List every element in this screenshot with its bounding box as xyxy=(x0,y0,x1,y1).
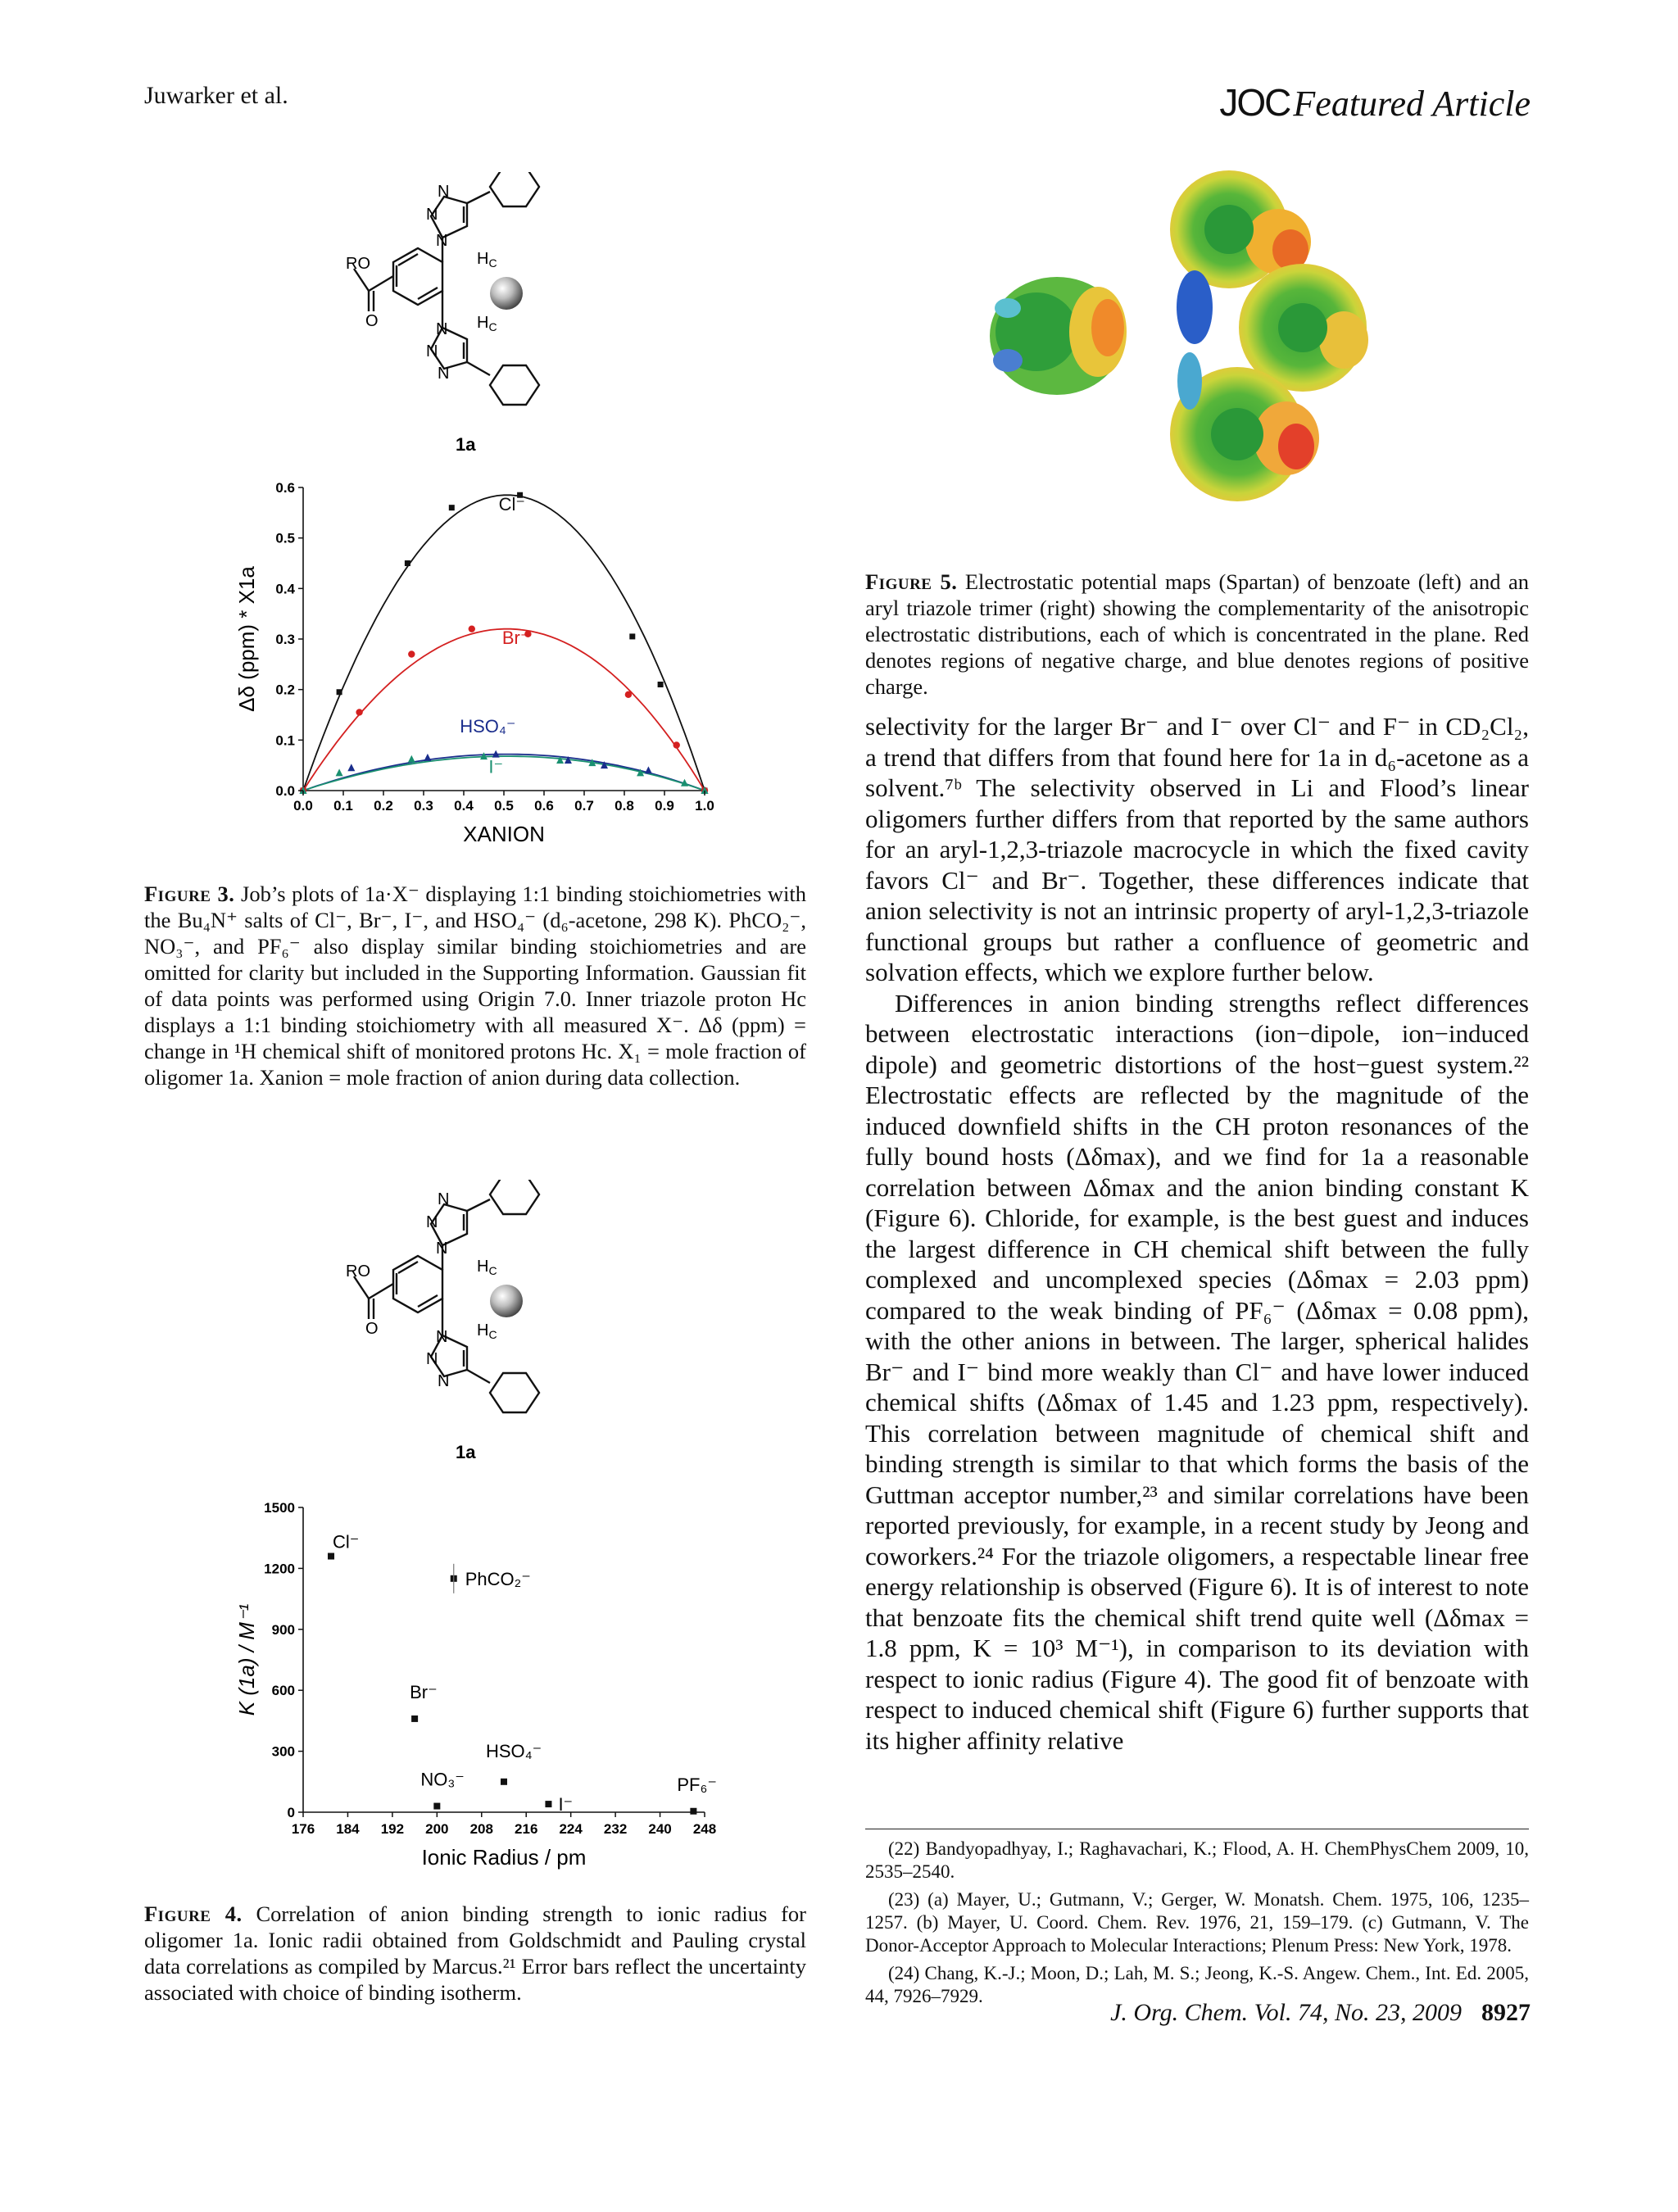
body-text xyxy=(865,711,1529,1756)
series-label: I⁻ xyxy=(488,756,504,777)
n-atom: N xyxy=(426,206,438,224)
data-point xyxy=(480,752,488,759)
x-tick-label: 0.9 xyxy=(655,798,674,814)
data-point xyxy=(405,560,410,566)
x-tick-label: 0.3 xyxy=(414,798,433,814)
footer-citation: J. Org. Chem. Vol. 74, No. 23, 2009 xyxy=(1110,1999,1462,2026)
y-tick-label: 0.6 xyxy=(275,480,295,496)
data-point xyxy=(337,689,342,695)
figure-4-caption-text: Correlation of anion binding strength to ionic radius for oligomer 1a. Ionic radii obtained from Goldschmidt and Pauling crystal data correlations as compiled by Marcus.²¹ Error bars reflect the uncertainty associated with choice of binding isotherm. xyxy=(144,1902,806,2005)
data-point xyxy=(673,741,680,748)
data-point xyxy=(501,1779,507,1785)
reference-23: (23) (a) Mayer, U.; Gutmann, V.; Gerger, W. Monatsh. Chem. 1975, 106, 1235–1257. (b) Mayer, U. Coord. Chem. Rev. 1976, 21, 159–179. (c) Gutmann, V. The Donor-Acceptor Approach to Molecular Interactions; Plenum Press: New York, 1978. xyxy=(865,1889,1529,1956)
o-atom: O xyxy=(365,1320,379,1338)
hc-label: $H_C$ xyxy=(477,314,497,333)
fit-curve-1 xyxy=(303,629,705,791)
page-number: 8927 xyxy=(1481,1999,1531,2026)
data-point xyxy=(690,1808,696,1815)
point-label: PF₆⁻ xyxy=(677,1774,717,1795)
n-atom: N xyxy=(426,1213,438,1231)
point-label: I⁻ xyxy=(558,1794,574,1815)
figure-5-caption-text: Electrostatic potential maps (Spartan) of benzoate (left) and an aryl triazole trimer (right) showing the complementarity of the anisotropic electrostatic distributions, each of which is concentrated in the plane. Red denotes regions of negative charge, and blue denotes regions of positive charge. xyxy=(865,569,1529,699)
n-atom: N xyxy=(438,1372,450,1390)
n-atom: N xyxy=(438,183,450,201)
body-paragraph: Differences in anion binding strengths reflect differences between electrostatic interactions (ion−dipole, ion−induced dipole) and geometric distortions of the host−guest system.²² Electrostatic effects are reflected by the magnitude of the induced downfield shifts in the CH proton resonances of the fully bound hosts (Δδmax), and we find for 1a a reasonable correlation between Δδmax and the anion binding constant K (Figure 6). Chloride, for example, is the best guest and induces the largest difference in CH chemical shift between the fully complexed and uncomplexed species (Δδmax = 2.03 ppm) compared to the weak binding of PF₆⁻ (Δδmax = 0.08 ppm), with the other anions in between. The larger, spherical halides Br⁻ and I⁻ bind more weakly than Cl⁻ and have lower induced chemical shifts (Δδmax of 1.45 and 1.23 ppm, respectively). This correlation between magnitude of chemical shift and binding strength is similar to that which forms the basis of the Guttman acceptor number,²³ and similar correlations have been reported previously, for example, in a recent study by Jeong and coworkers.²⁴ For the triazole oligomers, a respectable linear free energy relationship is observed (Figure 6). It is of interest to note that benzoate fits the chemical shift trend quite well (Δδmax = 1.8 ppm, K = 10³ M⁻¹), in comparison to its deviation with respect to ionic radius (Figure 4). The good fit of benzoate with respect to induced chemical shift (Figure 6) further supports that its higher affinity relative xyxy=(865,988,1529,1755)
x-tick-label: 0.1 xyxy=(333,798,353,814)
data-point xyxy=(629,633,635,639)
section-label: Featured Article xyxy=(1293,84,1531,124)
compound-label: 1a xyxy=(456,1442,476,1462)
hc-label: $H_C$ xyxy=(477,1258,497,1277)
x-tick-label: 0.0 xyxy=(293,798,313,814)
x-tick-label: 0.8 xyxy=(615,798,634,814)
molecule-1a-top xyxy=(303,172,598,463)
n-atom: N xyxy=(438,365,450,383)
figure-4-caption-label: Figure 4. xyxy=(144,1902,243,1926)
x-tick-label: 240 xyxy=(648,1821,672,1837)
x-tick-label: 0.6 xyxy=(534,798,554,814)
y-tick-label: 900 xyxy=(271,1621,295,1638)
figure-5-caption-label: Figure 5. xyxy=(865,569,958,594)
x-tick-label: 192 xyxy=(380,1821,405,1837)
y-tick-label: 1200 xyxy=(264,1561,295,1577)
data-point xyxy=(356,709,362,715)
x-tick-label: 224 xyxy=(559,1821,583,1837)
figure-3-chart xyxy=(221,471,729,868)
x-tick-label: 1.0 xyxy=(695,798,714,814)
hc-label: $H_C$ xyxy=(477,250,497,270)
ro-atom: RO xyxy=(346,255,370,273)
running-header-authors: Juwarker et al. xyxy=(144,82,288,109)
anion-sphere xyxy=(490,1285,523,1317)
y-tick-label: 300 xyxy=(271,1743,295,1760)
running-header-journal xyxy=(1219,80,1531,125)
data-point xyxy=(408,755,415,763)
data-point xyxy=(645,766,652,773)
data-point xyxy=(328,1553,334,1560)
figure-3-caption-label: Figure 3. xyxy=(144,882,235,906)
data-point xyxy=(424,754,431,761)
x-tick-label: 0.7 xyxy=(574,798,594,814)
y-tick-label: 0 xyxy=(287,1805,295,1820)
data-point xyxy=(408,650,415,657)
y-tick-label: 0.1 xyxy=(275,732,295,749)
point-label: NO₃⁻ xyxy=(420,1769,465,1790)
data-point xyxy=(658,682,664,687)
y-axis-label: K (1a) / M⁻¹ xyxy=(234,1603,259,1716)
point-label: Br⁻ xyxy=(410,1681,438,1702)
n-atom: N xyxy=(426,1350,438,1368)
benzoate-esp-map xyxy=(990,277,1127,395)
figure-5-esp-maps xyxy=(975,164,1434,545)
o-atom: O xyxy=(365,312,379,330)
x-axis-label: Ionic Radius / pm xyxy=(421,1845,587,1870)
x-tick-label: 0.5 xyxy=(494,798,514,814)
reference-22: (22) Bandyopadhyay, I.; Raghavachari, K.; Flood, A. H. ChemPhysChem 2009, 10, 2535–2540. xyxy=(865,1838,1529,1882)
point-label: HSO₄⁻ xyxy=(486,1740,542,1761)
molecule-1a-bottom xyxy=(303,1180,598,1471)
series-label: Br⁻ xyxy=(501,628,530,649)
n-atom: N xyxy=(426,342,438,360)
anion-sphere xyxy=(490,277,523,310)
triazole-trimer-esp-map xyxy=(1170,170,1368,501)
fit-curve-3 xyxy=(303,756,705,791)
y-tick-label: 1500 xyxy=(264,1500,295,1516)
hc-label: $H_C$ xyxy=(477,1321,497,1341)
y-axis-label: Δδ (ppm) * X1a xyxy=(234,566,259,712)
data-point xyxy=(469,625,475,632)
y-tick-label: 0.2 xyxy=(275,682,295,698)
data-point xyxy=(411,1716,418,1722)
x-tick-label: 0.2 xyxy=(374,798,393,814)
figure-4-caption xyxy=(144,1901,806,2006)
point-label: Cl⁻ xyxy=(333,1531,360,1552)
body-paragraph: selectivity for the larger Br⁻ and I⁻ over Cl⁻ and F⁻ in CD₂Cl₂, a trend that differs from that found here for 1a in d₆-acetone as a solvent.⁷ᵇ The selectivity observed in Li and Flood’s linear oligomers further differs from that reported by the same authors for an aryl-1,2,3-triazole macrocycle in which the fixed cavity favors Cl⁻ and Br⁻. Together, these differences indicate that anion selectivity is not an intrinsic property of aryl-1,2,3-triazole functional groups but rather a confluence of geometric and solvation effects, which we explore further below. xyxy=(865,712,1529,986)
n-atom: N xyxy=(436,320,448,338)
n-atom: N xyxy=(436,232,448,250)
y-tick-label: 0.3 xyxy=(275,632,295,647)
ro-atom: RO xyxy=(346,1262,370,1281)
reference-24: (24) Chang, K.-J.; Moon, D.; Lah, M. S.; Jeong, K.-S. Angew. Chem., Int. Ed. 2005, 44, 7926–7929. xyxy=(865,1963,1529,2006)
x-tick-label: 176 xyxy=(291,1821,315,1837)
references xyxy=(865,1829,1529,2013)
x-tick-label: 184 xyxy=(336,1821,360,1837)
x-tick-label: 208 xyxy=(469,1821,493,1837)
figure-3-caption-text: Job’s plots of 1a·X⁻ displaying 1:1 binding stoichiometries with the Bu₄N⁺ salts of Cl⁻, Br⁻, I⁻, and HSO₄⁻ (d₆-acetone, 298 K). PhCO₂⁻, NO₃⁻, and PF₆⁻ also display similar binding stoichiometries and are omitted for clarity but included in the Supporting Information. Gaussian fit of data points was performed using Origin 7.0. Inner triazole proton Hc displays a 1:1 binding stoichiometry with all measured X⁻. Δδ (ppm) = change in ¹H chemical shift of monitored protons Hc. X₁ = mole fraction of oligomer 1a. Xanion = mole fraction of anion during data collection. xyxy=(144,882,807,1090)
x-tick-label: 200 xyxy=(425,1821,449,1837)
figure-5-caption xyxy=(865,569,1529,700)
page-footer xyxy=(1110,1999,1531,2027)
x-tick-label: 248 xyxy=(692,1821,717,1837)
x-tick-label: 216 xyxy=(515,1821,538,1837)
journal-abbreviation: JOC xyxy=(1219,81,1290,124)
x-tick-label: 232 xyxy=(603,1821,628,1837)
data-point xyxy=(545,1801,551,1807)
y-tick-label: 0.4 xyxy=(275,581,295,597)
data-point xyxy=(625,691,632,698)
figure-4-chart xyxy=(221,1491,729,1888)
figure-3-caption xyxy=(144,881,806,1090)
series-label: HSO₄⁻ xyxy=(460,716,516,737)
data-point xyxy=(433,1803,440,1810)
x-axis-label: XANION xyxy=(463,822,545,846)
y-tick-label: 0.5 xyxy=(275,530,295,546)
n-atom: N xyxy=(438,1190,450,1208)
x-tick-label: 0.4 xyxy=(454,798,474,814)
y-tick-label: 600 xyxy=(271,1683,295,1699)
data-point xyxy=(336,768,343,776)
n-atom: N xyxy=(436,1328,448,1346)
y-tick-label: 0.0 xyxy=(275,783,295,799)
point-label: PhCO₂⁻ xyxy=(465,1568,531,1589)
data-point xyxy=(449,505,455,510)
compound-label: 1a xyxy=(456,434,476,455)
series-label: Cl⁻ xyxy=(498,493,525,514)
n-atom: N xyxy=(436,1240,448,1258)
data-point xyxy=(347,764,355,771)
